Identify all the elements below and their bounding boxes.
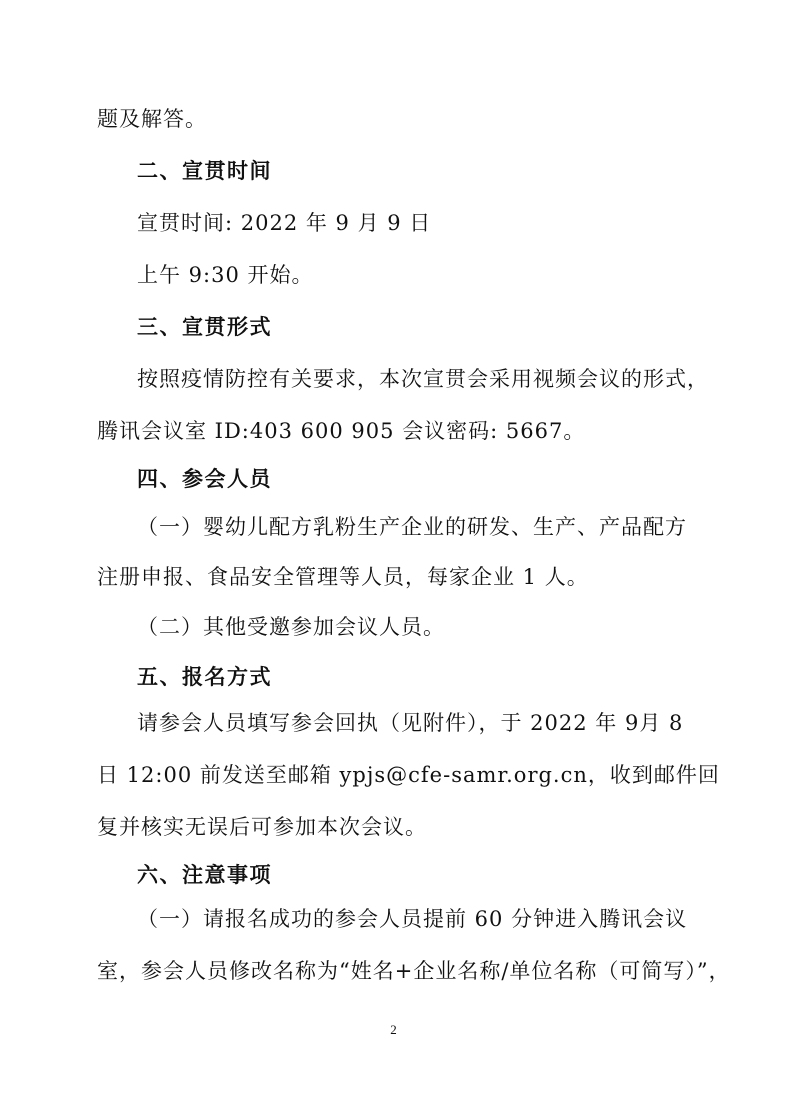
body-text-line: 注册申报、食品安全管理等人员，每家企业 1 人。 <box>97 565 589 589</box>
section-heading: 二、宣贯时间 <box>137 159 272 183</box>
body-text-line: 室，参会人员修改名称为“姓名+企业名称/单位名称（可简写）”， <box>97 959 731 983</box>
body-text-line: 腾讯会议室 ID:403 600 905 会议密码: 5667。 <box>97 419 586 443</box>
body-text-line: 宣贯时间: 2022 年 9 月 9 日 <box>137 211 432 235</box>
body-text-line: 按照疫情防控有关要求，本次宣贯会采用视频会议的形式， <box>137 367 709 391</box>
section-heading: 五、报名方式 <box>137 665 272 689</box>
body-text-line: （二）其他受邀参加会议人员。 <box>137 615 445 639</box>
body-text-line: 复并核实无误后可参加本次会议。 <box>97 815 427 839</box>
body-text-line: （一）婴幼儿配方乳粉生产企业的研发、生产、产品配方 <box>137 515 687 539</box>
body-text-line: （一）请报名成功的参会人员提前 60 分钟进入腾讯会议 <box>137 907 688 931</box>
section-heading: 三、宣贯形式 <box>137 315 272 339</box>
page-number: 2 <box>390 1022 397 1037</box>
section-heading: 四、参会人员 <box>137 467 272 491</box>
section-heading: 六、注意事项 <box>137 863 272 887</box>
body-text-line: 上午 9:30 开始。 <box>137 263 314 287</box>
body-text-line: 请参会人员填写参会回执（见附件），于 2022 年 9月 8 <box>137 711 684 735</box>
body-text-line: 题及解答。 <box>97 107 207 131</box>
body-text-line: 日 12:00 前发送至邮箱 ypjs@cfe-samr.org.cn，收到邮件回 <box>97 763 720 787</box>
